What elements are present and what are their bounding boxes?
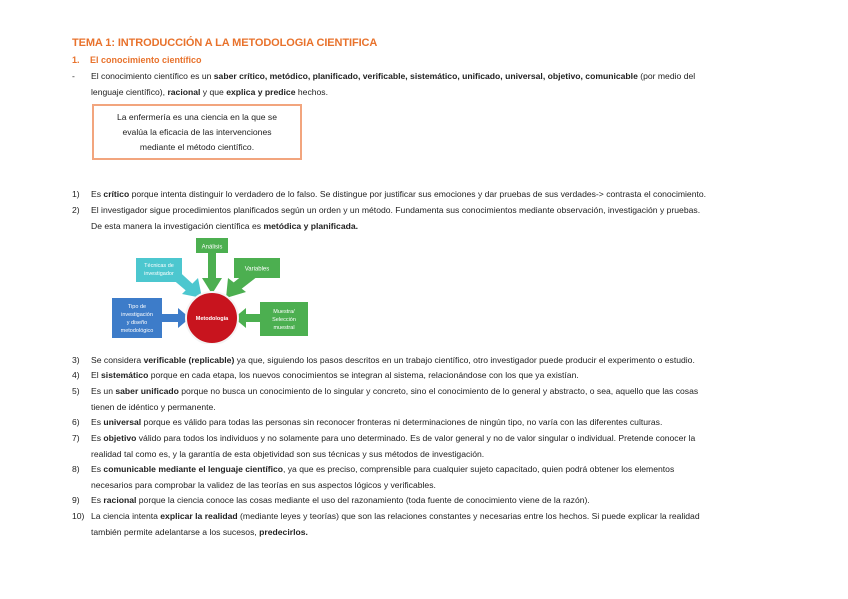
text-run: La ciencia intenta bbox=[91, 511, 161, 521]
text-run: Es bbox=[91, 417, 104, 427]
bold-run: racional bbox=[103, 495, 137, 505]
list-line bbox=[91, 352, 812, 368]
list-line bbox=[91, 492, 812, 508]
box-tecnicas bbox=[136, 258, 182, 282]
text-run: Es bbox=[91, 464, 104, 474]
list-number: 1) bbox=[72, 189, 80, 199]
list-number: 8) bbox=[72, 464, 80, 474]
list-item-9 bbox=[72, 492, 812, 508]
bold-run: saber unificado bbox=[115, 386, 179, 396]
list-item-1 bbox=[72, 186, 812, 202]
text-run: y que bbox=[200, 87, 227, 97]
list-line: realidad tal como es, y la garantía de esta objetividad son sus técnicas y sus métodos de investigación. bbox=[91, 449, 485, 459]
list-number: 7) bbox=[72, 433, 80, 443]
intro-paragraph bbox=[72, 68, 812, 100]
section-heading bbox=[72, 55, 202, 65]
list-number: 10) bbox=[72, 511, 85, 521]
text-run: Es bbox=[91, 189, 104, 199]
list-line: necesarios para comprobar la validez de las teorías en sus aspectos lógicos y verificables. bbox=[91, 480, 436, 490]
label-center: Metodología bbox=[195, 316, 229, 322]
text-run: El conocimiento científico es un bbox=[91, 71, 214, 81]
list-line bbox=[91, 186, 812, 202]
list-item-3 bbox=[72, 352, 812, 368]
arrow-from-analisis bbox=[202, 252, 222, 294]
list-item-4 bbox=[72, 367, 812, 383]
text-run: porque no busca un conocimiento de lo singular y concreto, sino el conocimiento de lo general y abstracto, o sea, aquello que las cosas bbox=[178, 386, 699, 396]
label-tecnicas-2: investigador bbox=[144, 271, 174, 277]
callout-line: evalúa la eficacia de las intervenciones bbox=[122, 127, 272, 137]
text-run: Se considera bbox=[91, 355, 144, 365]
bold-run: sistemático bbox=[101, 370, 149, 380]
text-run: (por medio del bbox=[637, 71, 696, 81]
list-number: 4) bbox=[72, 370, 80, 380]
text-run: (mediante leyes y teorías) que son las relaciones constantes y necesarias entre los hechos. Si puede explicar la realidad bbox=[237, 511, 700, 521]
text-run: porque en cada etapa, los nuevos conocimientos se integran al sistema, relacionándose con los que ya existían. bbox=[148, 370, 579, 380]
list-number: 3) bbox=[72, 355, 80, 365]
bold-run: explica y predice bbox=[226, 87, 296, 97]
list-number: 6) bbox=[72, 417, 80, 427]
list-item-2 bbox=[72, 202, 812, 234]
list-line bbox=[91, 508, 812, 524]
list-line: tienen de idéntico y permanente. bbox=[91, 402, 216, 412]
text-run: Es bbox=[91, 433, 104, 443]
list-item-10 bbox=[72, 508, 812, 540]
bold-run: comunicable mediante el lenguaje científico bbox=[103, 464, 283, 474]
label-analisis: Análisis bbox=[201, 244, 223, 251]
label-tecnicas-1: Técnicas de bbox=[144, 263, 174, 269]
text-run: El bbox=[91, 370, 102, 380]
list-line bbox=[91, 461, 812, 477]
callout-box bbox=[92, 104, 302, 160]
bold-run: metódica y planificada. bbox=[263, 221, 359, 231]
list-line: El investigador sigue procedimientos planificados según un orden y un método. Fundamenta sus conocimientos mediante observación, investigación y pruebas. bbox=[91, 205, 701, 215]
text-run: válido para todos los individuos y no solamente para uno determinado. Es de valor general y no de valor singular o individual. Pretende conocer la bbox=[136, 433, 696, 443]
text-run: ya que, siguiendo los pasos descritos en un trabajo científico, otro investigador puede producir el experimento o estudio. bbox=[234, 355, 695, 365]
bold-run: objetivo bbox=[103, 433, 137, 443]
label-variables: Variables bbox=[244, 266, 270, 273]
label-muestra-1: Muestra/ bbox=[273, 309, 295, 315]
text-run: De esta manera la investigación científica es bbox=[91, 221, 264, 231]
page-title: TEMA 1: INTRODUCCIÓN A LA METODOLOGIA CIENTIFICA bbox=[72, 37, 378, 49]
text-run: porque es válido para todas las personas sin reconocer fronteras ni determinaciones de ningún tipo, no varía con las diferentes culturas. bbox=[141, 417, 663, 427]
label-tipo-2: investigación bbox=[121, 312, 153, 318]
list-item-7 bbox=[72, 430, 812, 462]
bold-run: universal bbox=[103, 417, 142, 427]
text-run: también permite adelantarse a los sucesos, bbox=[91, 527, 260, 537]
bold-run: racional bbox=[167, 87, 201, 97]
bold-run: crítico bbox=[103, 189, 130, 199]
list-number: 2) bbox=[72, 205, 80, 215]
callout-line: La enfermería es una ciencia en la que se bbox=[116, 112, 278, 122]
intro-line-2 bbox=[91, 84, 812, 100]
bold-run: verificable (replicable) bbox=[143, 355, 235, 365]
list-item-6 bbox=[72, 414, 812, 430]
bullet-marker: - bbox=[72, 71, 75, 81]
label-tipo-1: Tipo de bbox=[127, 304, 147, 310]
text-run: hechos. bbox=[295, 87, 328, 97]
label-muestra-2: Selección bbox=[272, 317, 296, 323]
list-line bbox=[91, 430, 812, 446]
list-item-8 bbox=[72, 461, 812, 493]
list-number: 9) bbox=[72, 495, 80, 505]
bold-run: explicar la realidad bbox=[160, 511, 238, 521]
bold-run: saber crítico, metódico, planificado, verificable, sistemático, unificado, universal, objetivo, comunicable bbox=[213, 71, 638, 81]
list-line bbox=[91, 383, 812, 399]
label-tipo-3: y diseño bbox=[126, 320, 148, 326]
text-run: Es bbox=[91, 495, 104, 505]
label-tipo-4: metodológico bbox=[120, 328, 154, 334]
list-line bbox=[91, 367, 812, 383]
label-muestra-3: muestral bbox=[273, 325, 295, 331]
text-run: Es un bbox=[91, 386, 116, 396]
list-item-5 bbox=[72, 383, 812, 415]
bold-run: predecirlos. bbox=[259, 527, 308, 537]
list-line bbox=[91, 524, 812, 540]
text-run: porque intenta distinguir lo verdadero de lo falso. Se distingue por justificar sus emociones y dar pruebas de sus verdades-> contrasta el conocimiento. bbox=[129, 189, 707, 199]
text-run: lenguaje científico), bbox=[91, 87, 168, 97]
intro-line-1 bbox=[91, 68, 812, 84]
callout-line: mediante el método científico. bbox=[139, 142, 255, 152]
list-number: 5) bbox=[72, 386, 80, 396]
section-number: 1. bbox=[72, 55, 80, 65]
list-line bbox=[91, 414, 812, 430]
text-run: , ya que es preciso, comprensible para cualquier sujeto capacitado, quien podrá obtener los elementos bbox=[282, 464, 675, 474]
methodology-diagram bbox=[106, 232, 322, 344]
section-title: El conocimiento científico bbox=[90, 55, 202, 65]
text-run: porque la ciencia conoce las cosas mediante el uso del razonamiento (toda fuente de conocimiento viene de la razón). bbox=[136, 495, 590, 505]
